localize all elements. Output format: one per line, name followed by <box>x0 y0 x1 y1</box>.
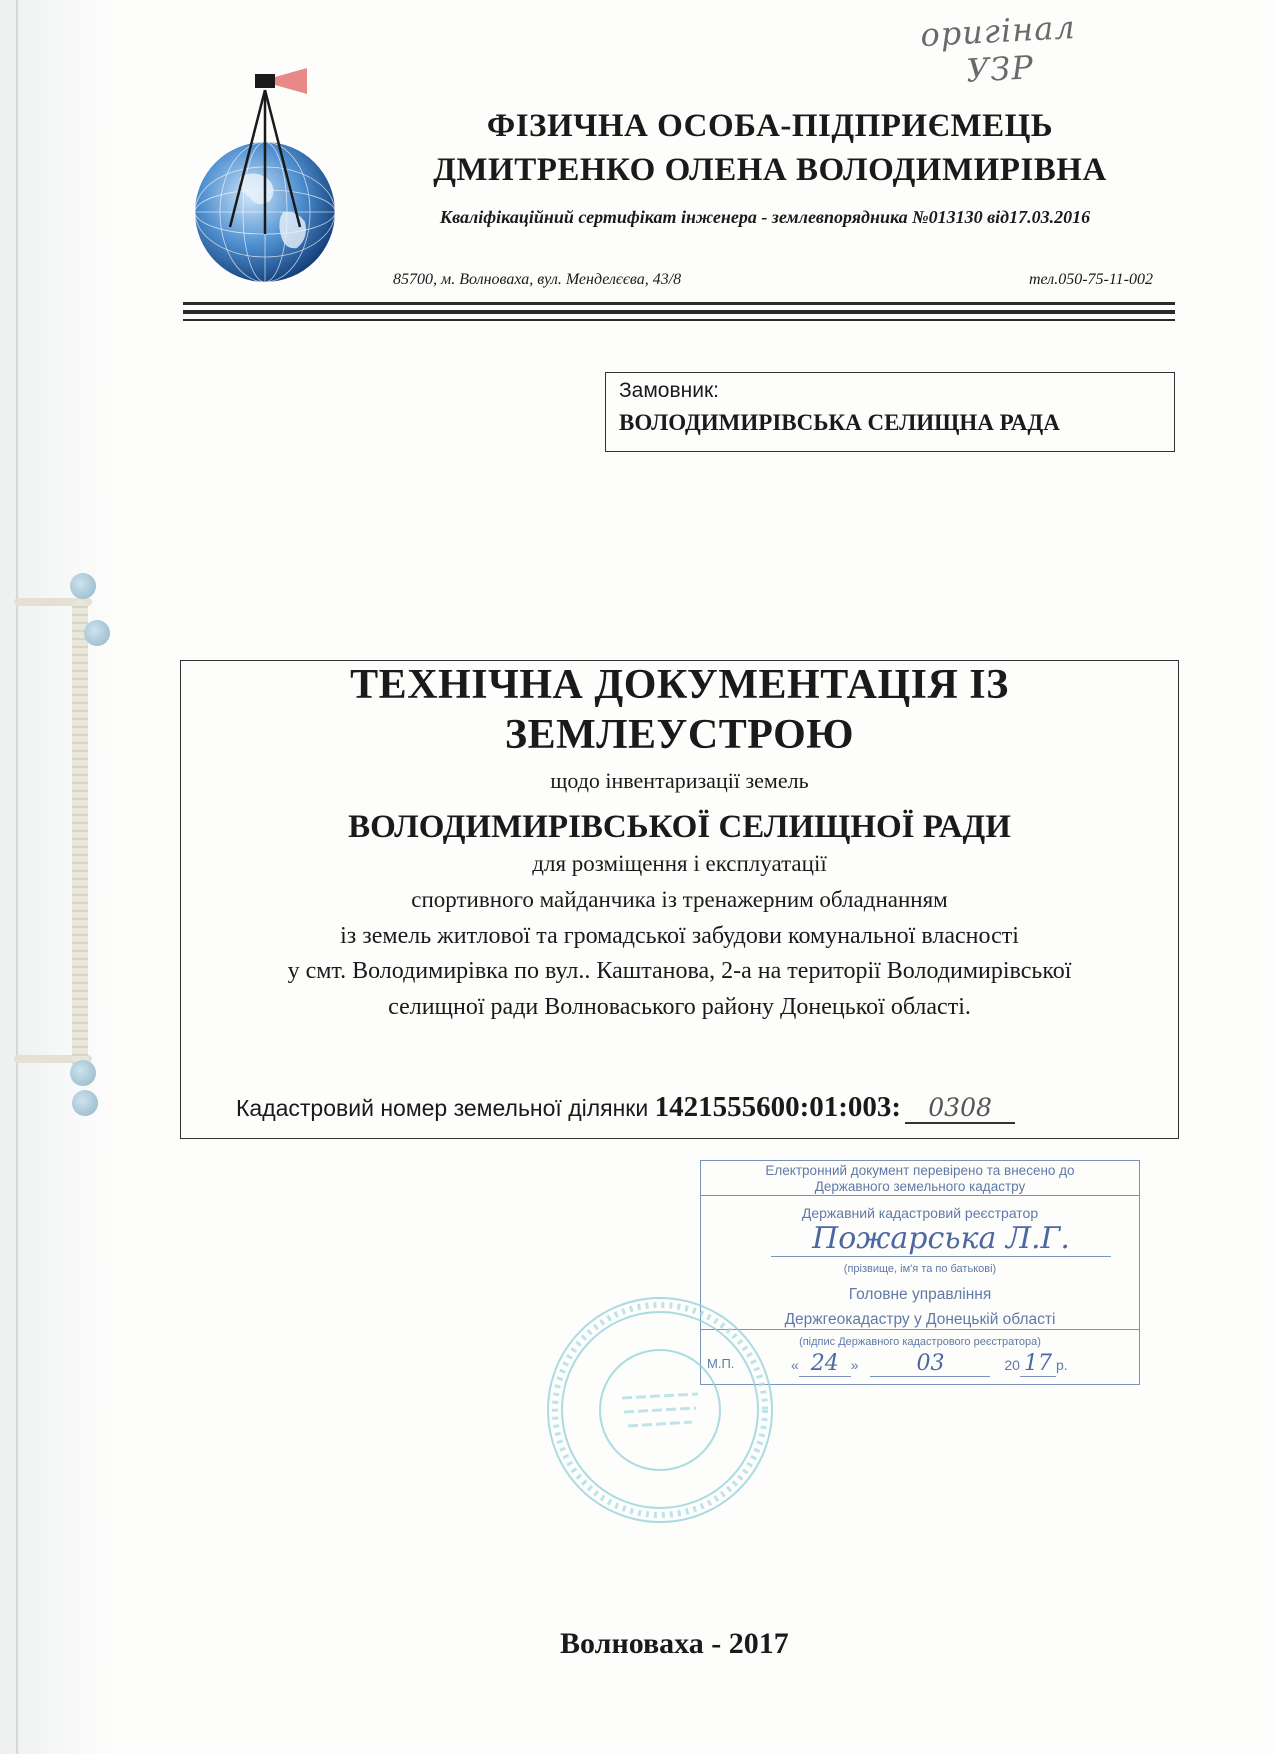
binding-hole <box>70 1060 96 1086</box>
header-divider <box>183 310 1175 314</box>
stamp-line: Державного земельного кадастру <box>701 1179 1139 1196</box>
stamp-date-month: 03 <box>870 1351 990 1377</box>
surveyor-globe-logo-icon <box>185 62 355 287</box>
document-title-line2: ЗЕМЛЕУСТРОЮ <box>504 712 855 758</box>
stamp-mp: М.П. <box>707 1356 735 1371</box>
purpose-line: для розміщення і експлуатації <box>532 851 827 876</box>
stamp-line: Електронний документ перевірено та внесено до <box>765 1163 1075 1178</box>
header-address: 85700, м. Волноваха, вул. Менделєєва, 43/8 <box>393 271 682 288</box>
header-phone: тел.050-75-11-002 <box>1028 271 1153 288</box>
binding-hole <box>72 1090 98 1116</box>
cadastral-number-row <box>236 1091 1015 1124</box>
customer-name: ВОЛОДИМИРІВСЬКА СЕЛИЩНА РАДА <box>619 410 1060 435</box>
stamp-caption: (прізвище, ім'я та по батькові) <box>843 1263 997 1275</box>
purpose-line: спортивного майданчика із тренажерним обладнанням <box>411 887 948 912</box>
header-certificate: Кваліфікаційний сертифікат інженера - землевпорядника №013130 від17.03.2016 <box>439 207 1091 227</box>
stamp-date-day: 24 <box>799 1351 851 1377</box>
title-box <box>180 660 1179 1139</box>
document-title-line1: ТЕХНІЧНА ДОКУМЕНТАЦІЯ ІЗ <box>350 662 1009 708</box>
stamp-date: « 24 » 03 20 17 р. <box>791 1351 1068 1376</box>
location-line: селищної ради Волноваського району Донецької області. <box>388 994 971 1020</box>
land-category-line: із земель житлової та громадської забудови комунальної власності <box>340 923 1019 949</box>
cadastral-number: 1421555600:01:003: <box>654 1091 902 1123</box>
binding-strip <box>0 0 120 1754</box>
binding-hole <box>84 620 110 646</box>
header-divider <box>183 319 1175 321</box>
council-name: ВОЛОДИМИРІВСЬКОЇ СЕЛИЩНОЇ РАДИ <box>348 809 1011 845</box>
customer-label: Замовник: <box>619 379 719 402</box>
stamp-date-year: 17 <box>1020 1351 1056 1377</box>
binding-cord <box>72 600 88 1070</box>
header-title-line2: ДМИТРЕНКО ОЛЕНА ВОЛОДИМИРІВНА <box>433 152 1107 188</box>
cadastral-label: Кадастровий номер земельної ділянки <box>236 1095 649 1121</box>
stamp-caption: (підпис Державного кадастрового реєстратора) <box>799 1336 1041 1348</box>
footer-city-year: Волноваха - 2017 <box>560 1627 789 1660</box>
stamp-line: Державний кадастровий реєстратор <box>801 1205 1039 1221</box>
round-seal-icon <box>540 1290 780 1530</box>
binding-hole <box>70 573 96 599</box>
handwritten-note: оригінал УЗР <box>919 7 1077 90</box>
binding-edge <box>16 0 18 1754</box>
cadastral-number-handwritten: 0308 <box>905 1093 1015 1124</box>
location-line: у смт. Володимирівка по вул.. Каштанова, 2-а на території Володимирівської <box>287 958 1072 984</box>
header-divider <box>183 302 1175 305</box>
stamp-date-year-prefix: 20 <box>1004 1357 1020 1373</box>
registrar-signature: Пожарська Л.Г. <box>771 1221 1111 1257</box>
header-title-line1: ФІЗИЧНА ОСОБА-ПІДПРИЄМЕЦЬ <box>486 108 1054 144</box>
document-subtitle: щодо інвентаризації земель <box>550 768 809 793</box>
customer-box <box>605 372 1175 452</box>
stamp-date-year-end: р. <box>1055 1357 1068 1373</box>
stamp-line: Головне управління <box>848 1286 992 1303</box>
stamp-line: Держгеокадастру у Донецькій області <box>701 1311 1139 1330</box>
